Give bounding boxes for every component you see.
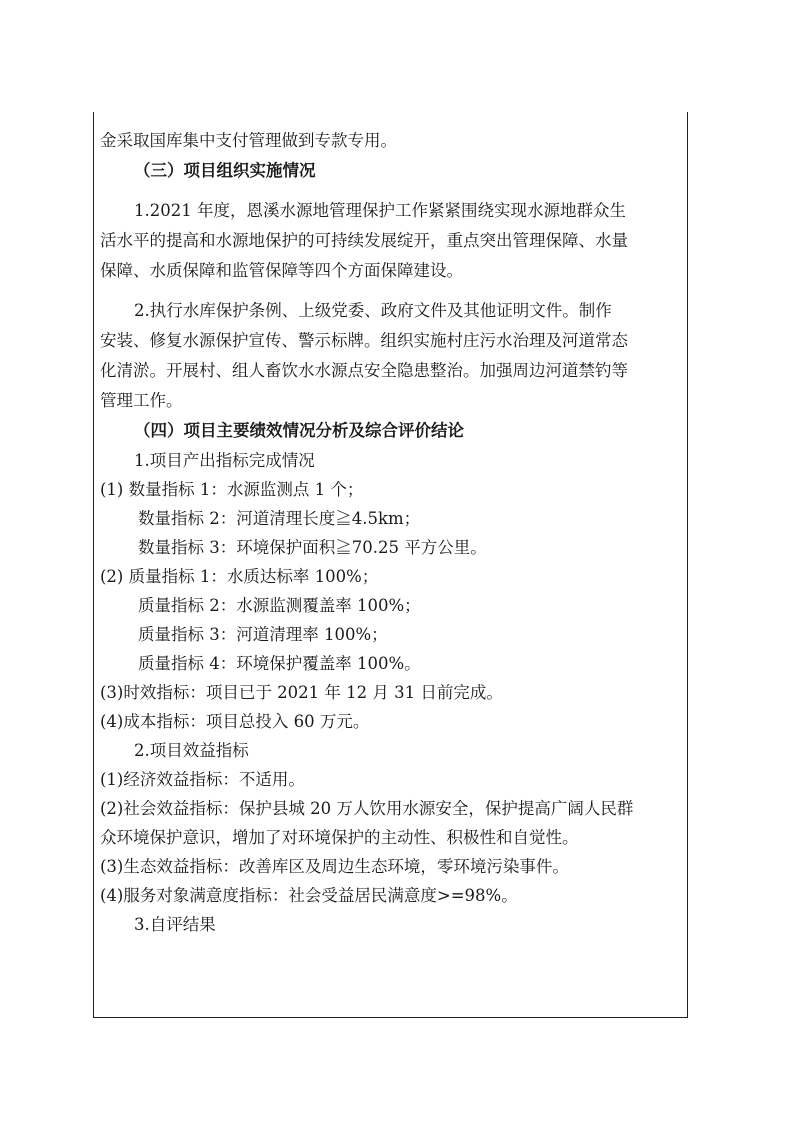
indicator-line: (4)服务对象满意度指标：社会受益居民满意度>=98%。	[100, 886, 518, 905]
section-heading: （四）项目主要绩效情况分析及综合评价结论	[134, 421, 464, 440]
indicator-line: (1) 数量指标 1：水源监测点 1 个；	[100, 480, 364, 499]
paragraph-line: 管理工作。	[100, 391, 183, 410]
paragraph-line: 2.执行水库保护条例、上级党委、政府文件及其他证明文件。制作	[134, 301, 612, 320]
indicator-line: (4)成本指标：项目总投入 60 万元。	[100, 712, 370, 731]
indicator-line: 数量指标 3：环境保护面积≧70.25 平方公里。	[138, 538, 487, 557]
indicator-line: (2) 质量指标 1：水质达标率 100%；	[100, 567, 379, 586]
indicator-line: 质量指标 4：环境保护覆盖率 100%。	[138, 654, 421, 673]
paragraph-line: 1.2021 年度，恩溪水源地管理保护工作紧紧围绕实现水源地群众生	[134, 201, 626, 220]
indicator-line: (1)经济效益指标：不适用。	[100, 770, 305, 789]
indicator-line: (2)社会效益指标：保护县城 20 万人饮用水源安全，保护提高广阔人民群	[100, 799, 634, 818]
section-heading: （三）项目组织实施情况	[134, 161, 316, 180]
indicator-line: 数量指标 2：河道清理长度≧4.5km；	[138, 509, 421, 528]
subsection-heading: 2.项目效益指标	[134, 741, 249, 760]
subsection-heading: 1.项目产出指标完成情况	[134, 451, 315, 470]
paragraph-line: 保障、水质保障和监管保障等四个方面保障建设。	[100, 261, 463, 280]
indicator-line: (3)时效指标：项目已于 2021 年 12 月 31 日前完成。	[100, 683, 503, 702]
document-body	[100, 126, 684, 939]
indicator-line: 众环境保护意识，增加了对环境保护的主动性、积极性和自觉性。	[100, 828, 579, 847]
indicator-line: (3)生态效益指标：改善库区及周边生态环境，零环境污染事件。	[100, 857, 569, 876]
paragraph-line: 活水平的提高和水源地保护的可持续发展绽开，重点突出管理保障、水量	[100, 231, 628, 250]
indicator-line: 质量指标 3：河道清理率 100%；	[138, 625, 388, 644]
indicator-line: 质量指标 2：水源监测覆盖率 100%；	[138, 596, 421, 615]
text-line: 金采取国库集中支付管理做到专款专用。	[100, 131, 397, 150]
paragraph-line: 安装、修复水源保护宣传、警示标牌。组织实施村庄污水治理及河道常态	[100, 331, 628, 350]
subsection-heading: 3.自评结果	[134, 915, 216, 934]
paragraph-line: 化清淤。开展村、组人畜饮水水源点安全隐患整治。加强周边河道禁钓等	[100, 361, 628, 380]
